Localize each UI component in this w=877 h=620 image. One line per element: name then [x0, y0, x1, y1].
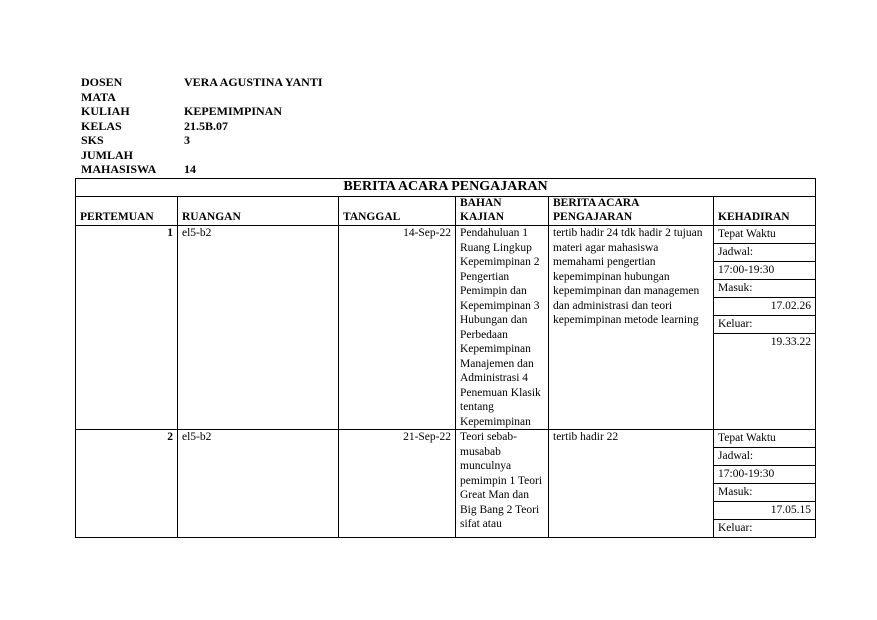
pertemuan-cell: 2 — [76, 430, 178, 538]
col-ruangan: RUANGAN — [178, 197, 339, 226]
jumlah-row-2 — [81, 162, 323, 177]
berita-acara-cell: tertib hadir 24 tdk hadir 2 tujuan materi agar mahasiswa memahami pengertian kepemimpinan hubungan kepemimpinan dan managemen dan administrasi dan teori kepemimpinan metode learning — [549, 226, 714, 430]
matakuliah-label-1: MATA — [81, 89, 116, 104]
col-bahan-kajian — [456, 197, 549, 226]
col-tanggal: TANGGAL — [339, 197, 456, 226]
col-berita-line-1: BERITA ACARA — [553, 197, 640, 209]
kehadiran-cell — [714, 226, 816, 430]
table-row — [76, 226, 816, 430]
ruangan-cell: el5-b2 — [178, 430, 339, 538]
kehadiran-status: Tepat Waktu — [714, 430, 815, 448]
bahan-kajian-cell: Teori sebab-musabab munculnya pemimpin 1 Teori Great Man dan Big Bang 2 Teori sifat atau — [456, 430, 549, 538]
col-berita-acara — [549, 197, 714, 226]
keluar-label: Keluar: — [714, 316, 815, 334]
col-pertemuan: PERTEMUAN — [76, 197, 178, 226]
keluar-label: Keluar: — [718, 522, 753, 534]
berita-acara-cell: tertib hadir 22 — [549, 430, 714, 538]
tanggal-cell: 21-Sep-22 — [339, 430, 456, 538]
jumlah-label-2: MAHASISWA — [81, 162, 157, 176]
masuk-value: 17.02.26 — [714, 298, 815, 316]
jumlah-value: 14 — [184, 162, 196, 176]
matakuliah-row-1 — [81, 90, 323, 105]
keluar-value: 19.33.22 — [770, 336, 812, 348]
table-header-row — [76, 197, 816, 226]
tanggal-cell: 14-Sep-22 — [339, 226, 456, 430]
jadwal-label: Jadwal: — [714, 244, 815, 262]
bahan-kajian-cell: Pendahuluan 1 Ruang Lingkup Kepemimpinan 2 Pengertian Pemimpin dan Kepemimpinan 3 Hubungan dan Perbedaan Kepemimpinan Manajemen dan Administrasi 4 Penemuan Klasik tentang Kepemimpinan — [456, 226, 549, 430]
jadwal-value: 17:00-19:30 — [714, 466, 815, 484]
jadwal-value: 17:00-19:30 — [714, 262, 815, 280]
table-row — [76, 430, 816, 538]
jadwal-label: Jadwal: — [714, 448, 815, 466]
dosen-value: VERA AGUSTINA YANTI — [184, 75, 323, 89]
dosen-label: DOSEN — [81, 75, 123, 89]
course-header — [81, 75, 323, 177]
matakuliah-label-2: KULIAH — [81, 104, 130, 118]
table-title: BERITA ACARA PENGAJARAN — [76, 179, 816, 197]
kelas-label: KELAS — [81, 118, 122, 133]
jumlah-label-1: JUMLAH — [81, 147, 133, 162]
kelas-row — [81, 119, 323, 134]
matakuliah-row-2 — [81, 104, 323, 119]
masuk-label: Masuk: — [714, 280, 815, 298]
kelas-value: 21.5B.07 — [184, 118, 229, 133]
matakuliah-value: KEPEMIMPINAN — [184, 104, 282, 118]
col-bahan-line-1: BAHAN — [460, 197, 502, 209]
pertemuan-cell: 1 — [76, 226, 178, 430]
masuk-value: 17.05.15 — [714, 502, 815, 520]
sks-row — [81, 133, 323, 148]
kehadiran-cell — [714, 430, 816, 538]
col-bahan-line-2: KAJIAN — [460, 210, 505, 223]
dosen-row — [81, 75, 323, 90]
sks-value: 3 — [184, 133, 190, 147]
ruangan-cell: el5-b2 — [178, 226, 339, 430]
masuk-label: Masuk: — [714, 484, 815, 502]
berita-acara-table — [75, 178, 816, 538]
jumlah-row-1 — [81, 148, 323, 163]
col-kehadiran: KEHADIRAN — [714, 197, 816, 226]
kehadiran-status: Tepat Waktu — [714, 226, 815, 244]
col-berita-line-2: PENGAJARAN — [553, 210, 633, 223]
sks-label: SKS — [81, 133, 104, 147]
